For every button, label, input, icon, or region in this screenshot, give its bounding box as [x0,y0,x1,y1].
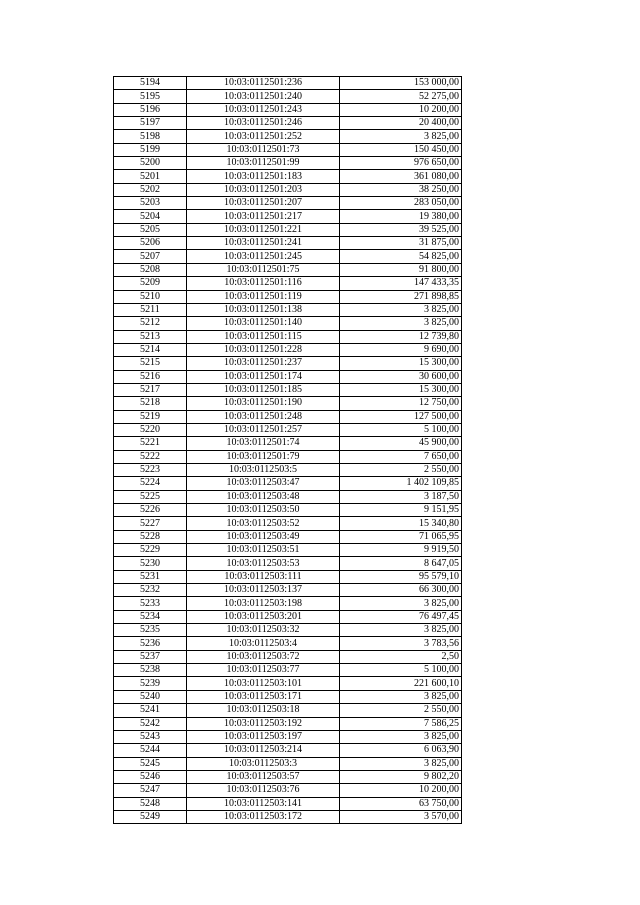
row-number-cell: 5222 [114,450,187,463]
cadastral-number-cell: 10:03:0112503:52 [187,517,340,530]
cadastral-number-cell: 10:03:0112501:140 [187,317,340,330]
table-row [114,223,462,236]
table-row [114,90,462,103]
cadastral-value-cell: 71 065,95 [340,530,462,543]
row-number-cell: 5205 [114,223,187,236]
cadastral-number-cell: 10:03:0112501:248 [187,410,340,423]
cadastral-number-cell: 10:03:0112501:190 [187,397,340,410]
cadastral-value-cell: 3 825,00 [340,757,462,770]
cadastral-value-cell: 2 550,00 [340,463,462,476]
row-number-cell: 5228 [114,530,187,543]
cadastral-number-cell: 10:03:0112503:137 [187,584,340,597]
cadastral-value-cell: 12 739,80 [340,330,462,343]
cadastral-value-cell: 221 600,10 [340,677,462,690]
row-number-cell: 5203 [114,197,187,210]
table-row [114,157,462,170]
cadastral-value-cell: 9 802,20 [340,770,462,783]
row-number-cell: 5200 [114,157,187,170]
cadastral-value-cell: 361 080,00 [340,170,462,183]
cadastral-number-cell: 10:03:0112501:236 [187,77,340,90]
table-row [114,397,462,410]
row-number-cell: 5249 [114,810,187,823]
cadastral-value-cell: 5 100,00 [340,664,462,677]
row-number-cell: 5212 [114,317,187,330]
cadastral-value-cell: 39 525,00 [340,223,462,236]
row-number-cell: 5195 [114,90,187,103]
cadastral-number-cell: 10:03:0112501:119 [187,290,340,303]
cadastral-value-cell: 45 900,00 [340,437,462,450]
table-row [114,317,462,330]
table-row [114,423,462,436]
row-number-cell: 5211 [114,303,187,316]
cadastral-value-cell: 9 919,50 [340,544,462,557]
table-row [114,770,462,783]
cadastral-number-cell: 10:03:0112501:245 [187,250,340,263]
row-number-cell: 5243 [114,730,187,743]
cadastral-number-cell: 10:03:0112501:115 [187,330,340,343]
cadastral-value-cell: 5 100,00 [340,423,462,436]
table-row [114,130,462,143]
cadastral-value-cell: 8 647,05 [340,557,462,570]
cadastral-number-cell: 10:03:0112501:99 [187,157,340,170]
table-body [114,77,462,824]
table-row [114,290,462,303]
cadastral-value-cell: 2,50 [340,650,462,663]
cadastral-value-cell: 147 433,35 [340,277,462,290]
table-row [114,117,462,130]
table-row [114,637,462,650]
row-number-cell: 5240 [114,690,187,703]
table-row [114,463,462,476]
row-number-cell: 5224 [114,477,187,490]
cadastral-value-cell: 1 402 109,85 [340,477,462,490]
cadastral-number-cell: 10:03:0112501:221 [187,223,340,236]
row-number-cell: 5231 [114,570,187,583]
cadastral-value-cell: 15 300,00 [340,357,462,370]
cadastral-value-cell: 10 200,00 [340,784,462,797]
cadastral-value-cell: 127 500,00 [340,410,462,423]
cadastral-value-cell: 9 690,00 [340,343,462,356]
cadastral-number-cell: 10:03:0112501:241 [187,237,340,250]
cadastral-value-cell: 20 400,00 [340,117,462,130]
row-number-cell: 5239 [114,677,187,690]
cadastral-number-cell: 10:03:0112501:138 [187,303,340,316]
table-row [114,143,462,156]
row-number-cell: 5206 [114,237,187,250]
cadastral-value-cell: 3 570,00 [340,810,462,823]
row-number-cell: 5217 [114,383,187,396]
cadastral-number-cell: 10:03:0112501:74 [187,437,340,450]
cadastral-value-cell: 3 825,00 [340,317,462,330]
table-row [114,370,462,383]
row-number-cell: 5213 [114,330,187,343]
cadastral-number-cell: 10:03:0112501:116 [187,277,340,290]
row-number-cell: 5214 [114,343,187,356]
cadastral-value-cell: 95 579,10 [340,570,462,583]
row-number-cell: 5236 [114,637,187,650]
table-row [114,610,462,623]
row-number-cell: 5194 [114,77,187,90]
row-number-cell: 5242 [114,717,187,730]
cadastral-number-cell: 10:03:0112503:192 [187,717,340,730]
table-row [114,810,462,823]
table-row [114,383,462,396]
cadastral-value-cell: 52 275,00 [340,90,462,103]
cadastral-value-cell: 31 875,00 [340,237,462,250]
table-row [114,277,462,290]
table-row [114,237,462,250]
table-row [114,343,462,356]
cadastral-value-cell: 12 750,00 [340,397,462,410]
row-number-cell: 5233 [114,597,187,610]
cadastral-number-cell: 10:03:0112503:171 [187,690,340,703]
cadastral-value-cell: 19 380,00 [340,210,462,223]
row-number-cell: 5245 [114,757,187,770]
table-row [114,757,462,770]
cadastral-number-cell: 10:03:0112503:50 [187,504,340,517]
row-number-cell: 5232 [114,584,187,597]
table-row [114,717,462,730]
table-row [114,624,462,637]
cadastral-value-cell: 3 783,56 [340,637,462,650]
table-row [114,437,462,450]
row-number-cell: 5220 [114,423,187,436]
cadastral-number-cell: 10:03:0112501:228 [187,343,340,356]
cadastral-value-cell: 6 063,90 [340,744,462,757]
cadastral-value-cell: 3 825,00 [340,303,462,316]
row-number-cell: 5204 [114,210,187,223]
table-row [114,744,462,757]
row-number-cell: 5208 [114,263,187,276]
cadastral-number-cell: 10:03:0112503:172 [187,810,340,823]
row-number-cell: 5230 [114,557,187,570]
cadastral-number-cell: 10:03:0112501:243 [187,103,340,116]
row-number-cell: 5229 [114,544,187,557]
table-row [114,664,462,677]
table-row [114,263,462,276]
cadastral-value-table [113,76,462,824]
row-number-cell: 5198 [114,130,187,143]
row-number-cell: 5227 [114,517,187,530]
table-row [114,690,462,703]
row-number-cell: 5221 [114,437,187,450]
cadastral-value-cell: 7 650,00 [340,450,462,463]
cadastral-number-cell: 10:03:0112501:237 [187,357,340,370]
cadastral-number-cell: 10:03:0112503:49 [187,530,340,543]
cadastral-number-cell: 10:03:0112501:185 [187,383,340,396]
cadastral-value-cell: 283 050,00 [340,197,462,210]
cadastral-number-cell: 10:03:0112503:51 [187,544,340,557]
row-number-cell: 5216 [114,370,187,383]
cadastral-number-cell: 10:03:0112503:5 [187,463,340,476]
cadastral-value-cell: 9 151,95 [340,504,462,517]
table-row [114,170,462,183]
row-number-cell: 5219 [114,410,187,423]
cadastral-value-cell: 91 800,00 [340,263,462,276]
cadastral-number-cell: 10:03:0112503:201 [187,610,340,623]
table-row [114,704,462,717]
row-number-cell: 5241 [114,704,187,717]
cadastral-number-cell: 10:03:0112501:257 [187,423,340,436]
cadastral-value-cell: 54 825,00 [340,250,462,263]
table-row [114,250,462,263]
cadastral-value-cell: 3 825,00 [340,624,462,637]
table-row [114,517,462,530]
table-row [114,570,462,583]
table-row [114,730,462,743]
cadastral-value-cell: 15 300,00 [340,383,462,396]
cadastral-number-cell: 10:03:0112503:197 [187,730,340,743]
row-number-cell: 5238 [114,664,187,677]
cadastral-value-cell: 271 898,85 [340,290,462,303]
table-row [114,210,462,223]
cadastral-number-cell: 10:03:0112503:77 [187,664,340,677]
row-number-cell: 5201 [114,170,187,183]
row-number-cell: 5237 [114,650,187,663]
cadastral-value-cell: 15 340,80 [340,517,462,530]
row-number-cell: 5199 [114,143,187,156]
cadastral-value-cell: 150 450,00 [340,143,462,156]
row-number-cell: 5209 [114,277,187,290]
cadastral-number-cell: 10:03:0112503:101 [187,677,340,690]
table-row [114,330,462,343]
table-row [114,357,462,370]
row-number-cell: 5235 [114,624,187,637]
cadastral-number-cell: 10:03:0112503:4 [187,637,340,650]
cadastral-value-cell: 38 250,00 [340,183,462,196]
cadastral-number-cell: 10:03:0112503:76 [187,784,340,797]
table-row [114,677,462,690]
row-number-cell: 5247 [114,784,187,797]
table-row [114,77,462,90]
table-row [114,557,462,570]
cadastral-number-cell: 10:03:0112501:174 [187,370,340,383]
table-row [114,197,462,210]
row-number-cell: 5248 [114,797,187,810]
cadastral-number-cell: 10:03:0112503:72 [187,650,340,663]
cadastral-number-cell: 10:03:0112501:207 [187,197,340,210]
row-number-cell: 5196 [114,103,187,116]
cadastral-number-cell: 10:03:0112501:246 [187,117,340,130]
cadastral-value-cell: 3 825,00 [340,690,462,703]
cadastral-number-cell: 10:03:0112501:203 [187,183,340,196]
table-row [114,797,462,810]
table-row [114,544,462,557]
cadastral-number-cell: 10:03:0112503:141 [187,797,340,810]
table-row [114,303,462,316]
table-row [114,103,462,116]
cadastral-number-cell: 10:03:0112503:111 [187,570,340,583]
cadastral-value-cell: 10 200,00 [340,103,462,116]
cadastral-value-cell: 2 550,00 [340,704,462,717]
cadastral-number-cell: 10:03:0112503:214 [187,744,340,757]
cadastral-value-cell: 30 600,00 [340,370,462,383]
cadastral-value-cell: 76 497,45 [340,610,462,623]
cadastral-number-cell: 10:03:0112501:183 [187,170,340,183]
row-number-cell: 5223 [114,463,187,476]
table-row [114,584,462,597]
row-number-cell: 5244 [114,744,187,757]
cadastral-value-cell: 3 825,00 [340,730,462,743]
row-number-cell: 5207 [114,250,187,263]
cadastral-number-cell: 10:03:0112503:57 [187,770,340,783]
row-number-cell: 5210 [114,290,187,303]
cadastral-value-cell: 7 586,25 [340,717,462,730]
cadastral-number-cell: 10:03:0112501:240 [187,90,340,103]
row-number-cell: 5234 [114,610,187,623]
table-row [114,504,462,517]
cadastral-value-cell: 3 825,00 [340,130,462,143]
row-number-cell: 5225 [114,490,187,503]
cadastral-number-cell: 10:03:0112501:79 [187,450,340,463]
cadastral-number-cell: 10:03:0112501:252 [187,130,340,143]
table-row [114,410,462,423]
cadastral-number-cell: 10:03:0112503:198 [187,597,340,610]
cadastral-number-cell: 10:03:0112503:18 [187,704,340,717]
cadastral-value-cell: 63 750,00 [340,797,462,810]
cadastral-value-cell: 3 825,00 [340,597,462,610]
cadastral-number-cell: 10:03:0112503:3 [187,757,340,770]
row-number-cell: 5202 [114,183,187,196]
cadastral-value-cell: 976 650,00 [340,157,462,170]
cadastral-value-cell: 3 187,50 [340,490,462,503]
row-number-cell: 5246 [114,770,187,783]
cadastral-number-cell: 10:03:0112501:73 [187,143,340,156]
row-number-cell: 5197 [114,117,187,130]
cadastral-number-cell: 10:03:0112501:217 [187,210,340,223]
cadastral-number-cell: 10:03:0112503:47 [187,477,340,490]
cadastral-number-cell: 10:03:0112503:32 [187,624,340,637]
table-row [114,530,462,543]
table-row [114,490,462,503]
table-row [114,450,462,463]
table-row [114,784,462,797]
cadastral-number-cell: 10:03:0112501:75 [187,263,340,276]
row-number-cell: 5215 [114,357,187,370]
cadastral-value-cell: 66 300,00 [340,584,462,597]
row-number-cell: 5218 [114,397,187,410]
table-row [114,597,462,610]
cadastral-value-cell: 153 000,00 [340,77,462,90]
table-row [114,477,462,490]
row-number-cell: 5226 [114,504,187,517]
cadastral-number-cell: 10:03:0112503:48 [187,490,340,503]
cadastral-number-cell: 10:03:0112503:53 [187,557,340,570]
table-row [114,650,462,663]
table-row [114,183,462,196]
